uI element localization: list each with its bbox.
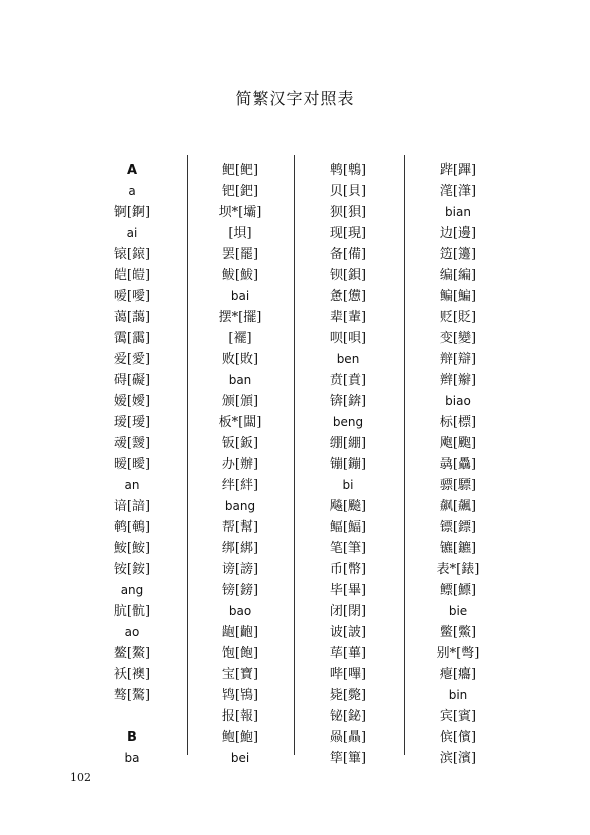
- table-column-2: [190, 160, 290, 769]
- table-cell: 钣[鈑]: [221, 436, 259, 451]
- table-cell: 皑[皚]: [113, 268, 151, 283]
- table-cell: 别*[彆]: [436, 646, 480, 661]
- table-cell: 贬[貶]: [439, 310, 477, 325]
- table-cell: 鳔[鰾]: [439, 583, 477, 598]
- table-cell: 锿[鎄]: [113, 247, 151, 262]
- table-cell: 编[編]: [439, 268, 477, 283]
- table-cell: 嗳[噯]: [113, 289, 151, 304]
- table-cell: 变[變]: [439, 331, 477, 346]
- table-cell: 鲃[鲃]: [221, 163, 259, 178]
- table-cell: 表*[錶]: [436, 562, 480, 577]
- table-cell: an: [124, 478, 140, 492]
- table-cell: 现[現]: [329, 226, 367, 241]
- table-cell: 荜[蓽]: [329, 646, 367, 661]
- table-cell: bai: [230, 289, 250, 303]
- table-cell: bie: [448, 604, 468, 618]
- table-cell: 毕[畢]: [329, 583, 367, 598]
- table-cell: 飙[飆]: [439, 499, 477, 514]
- table-cell: bin: [448, 688, 468, 702]
- table-cell: 暧[曖]: [113, 457, 151, 472]
- table-cell: 滨[濱]: [439, 751, 477, 766]
- table-cell: 龅[齙]: [221, 625, 259, 640]
- column-divider: [294, 155, 295, 755]
- table-cell: 叆[靉]: [113, 436, 151, 451]
- table-cell: 爱[愛]: [113, 352, 151, 367]
- table-cell: 钡[鋇]: [329, 268, 367, 283]
- table-cell: [垻]: [228, 226, 252, 241]
- table-cell: ao: [124, 625, 140, 639]
- table-cell: 绑[綁]: [221, 541, 259, 556]
- table-cell: 呗[唄]: [329, 331, 367, 346]
- table-cell: 鹎[鵯]: [329, 163, 367, 178]
- table-cell: 赑[贔]: [329, 730, 367, 745]
- table-column-4: [408, 160, 508, 769]
- table-cell: bi: [342, 478, 354, 492]
- table-cell: 报[報]: [221, 709, 259, 724]
- table-cell: 钯[鈀]: [221, 184, 259, 199]
- table-cell: 鸨[鴇]: [221, 688, 259, 703]
- table-cell: 鳊[鯿]: [439, 289, 477, 304]
- table-cell: A: [126, 163, 138, 178]
- table-cell: 跸[蹕]: [439, 163, 477, 178]
- table-cell: 辈[輩]: [329, 310, 367, 325]
- table-cell: 币[幣]: [329, 562, 367, 577]
- table-cell: 诐[詖]: [329, 625, 367, 640]
- table-cell: 辫[辮]: [439, 373, 477, 388]
- table-cell: 肮[骯]: [113, 604, 151, 619]
- table-cell: ben: [336, 352, 360, 366]
- table-cell: 鮟[鮟]: [113, 541, 151, 556]
- table-cell: 铋[鉍]: [329, 709, 367, 724]
- table-cell: 毙[斃]: [329, 688, 367, 703]
- table-cell: beng: [332, 415, 364, 429]
- table-cell: 谙[諳]: [113, 499, 151, 514]
- table-cell: ai: [126, 226, 138, 240]
- table-cell: 摆*[擺]: [218, 310, 262, 325]
- table-cell: 绊[絆]: [221, 478, 259, 493]
- table-cell: 贝[貝]: [329, 184, 367, 199]
- table-cell: 鹌[鵪]: [113, 520, 151, 535]
- table-cell: 标[標]: [439, 415, 477, 430]
- table-column-1: [82, 160, 182, 769]
- table-cell: ang: [120, 583, 144, 597]
- table-cell: 袄[襖]: [113, 667, 151, 682]
- table-cell: 闭[閉]: [329, 604, 367, 619]
- table-cell: 筚[篳]: [329, 751, 367, 766]
- table-cell: 饱[飽]: [221, 646, 259, 661]
- table-cell: 鳌[鰲]: [113, 646, 151, 661]
- table-cell: bian: [445, 205, 471, 219]
- table-cell: 坝*[壩]: [218, 205, 262, 220]
- table-cell: 备[備]: [329, 247, 367, 262]
- table-cell: 边[邊]: [439, 226, 477, 241]
- table-cell: 贲[賁]: [329, 373, 367, 388]
- table-cell: 笔[筆]: [329, 541, 367, 556]
- table-cell: 谤[謗]: [221, 562, 259, 577]
- page-number: 102: [70, 771, 91, 784]
- table-cell: 铵[銨]: [113, 562, 151, 577]
- table-cell: 瑷[璦]: [113, 415, 151, 430]
- table-cell: 飑[颮]: [439, 436, 477, 451]
- table-cell: 骜[驁]: [113, 688, 151, 703]
- table-cell: 锛[錛]: [329, 394, 367, 409]
- table-cell: 败[敗]: [221, 352, 259, 367]
- table-cell: 锕[錒]: [113, 205, 151, 220]
- table-cell: ba: [124, 751, 140, 765]
- table-cell: 宝[寶]: [221, 667, 259, 682]
- table-cell: 碍[礙]: [113, 373, 151, 388]
- table-cell: 傧[儐]: [439, 730, 477, 745]
- table-cell: 滗[潷]: [439, 184, 477, 199]
- column-divider: [404, 155, 405, 755]
- table-cell: 帮[幫]: [221, 520, 259, 535]
- table-cell: 颁[頒]: [221, 394, 259, 409]
- table-cell: 绷[綳]: [329, 436, 367, 451]
- table-cell: bao: [228, 604, 252, 618]
- table-cell: 骉[驫]: [439, 457, 477, 472]
- table-cell: 办[辦]: [221, 457, 259, 472]
- table-cell: 镚[鏰]: [329, 457, 367, 472]
- table-cell: 蔼[藹]: [113, 310, 151, 325]
- table-cell: 鳖[鱉]: [439, 625, 477, 640]
- table-cell: 镑[鎊]: [221, 583, 259, 598]
- table-cell: 惫[憊]: [329, 289, 367, 304]
- table-cell: 霭[靄]: [113, 331, 151, 346]
- page-title: 简繁汉字对照表: [235, 89, 355, 108]
- table-cell: 鲍[鮑]: [221, 730, 259, 745]
- table-cell: 哔[嗶]: [329, 667, 367, 682]
- table-cell: 镳[鑣]: [439, 541, 477, 556]
- table-cell: 狈[狽]: [329, 205, 367, 220]
- table-cell: ban: [228, 373, 252, 387]
- table-column-3: [298, 160, 398, 769]
- table-cell: 飚[飈]: [329, 499, 367, 514]
- table-cell: 鲾[鰏]: [329, 520, 367, 535]
- table-cell: 瘪[癟]: [439, 667, 477, 682]
- table-cell: a: [128, 184, 136, 198]
- table-cell: biao: [445, 394, 471, 408]
- table-cell: 鲅[鮁]: [221, 268, 259, 283]
- column-divider: [187, 155, 188, 755]
- table-cell: bei: [230, 751, 250, 765]
- table-cell: 宾[賓]: [439, 709, 477, 724]
- table-cell: bang: [224, 499, 256, 513]
- table-cell: 罢[罷]: [221, 247, 259, 262]
- table-cell: 辩[辯]: [439, 352, 477, 367]
- table-cell: [82, 706, 182, 727]
- table-cell: 笾[籩]: [439, 247, 477, 262]
- table-cell: 板*[闆]: [218, 415, 262, 430]
- table-cell: 骠[驃]: [439, 478, 477, 493]
- table-cell: B: [127, 730, 137, 745]
- table-cell: 镖[鏢]: [439, 520, 477, 535]
- table-cell: [襬]: [228, 331, 252, 346]
- table-cell: 嫒[嬡]: [113, 394, 151, 409]
